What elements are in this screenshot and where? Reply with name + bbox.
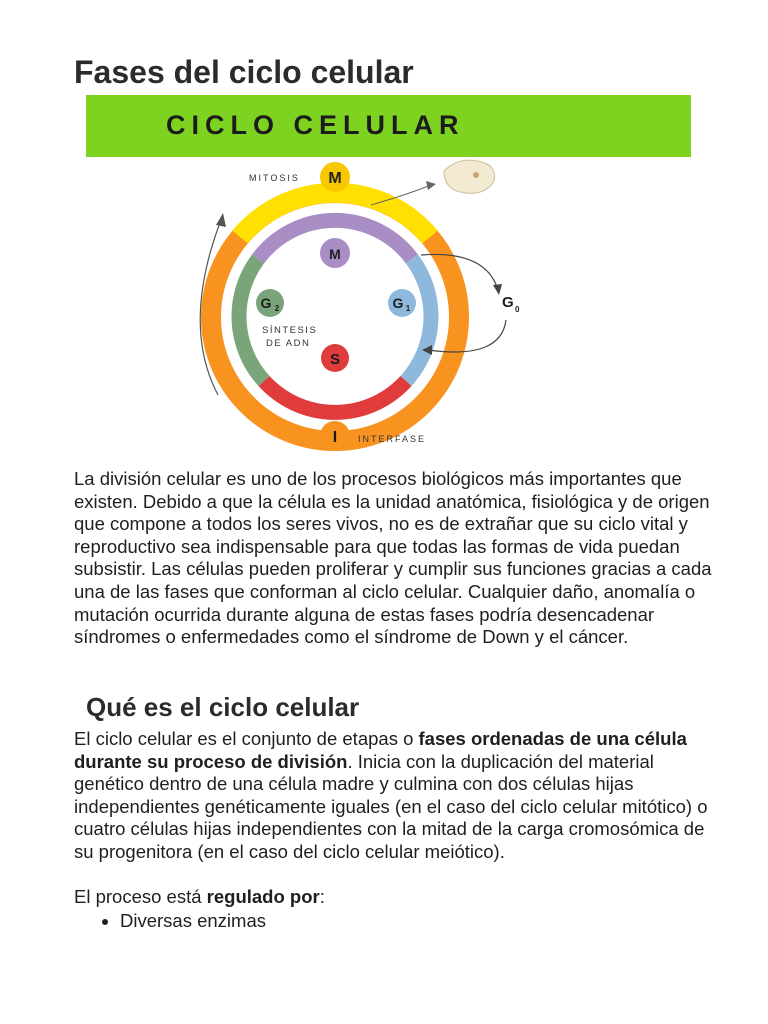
- s-letter: S: [329, 351, 341, 368]
- inner-arc-g1: [406, 259, 431, 381]
- left-cycle-arrow-head: [216, 213, 226, 227]
- g1-subscript: 1: [405, 304, 411, 313]
- arrow-to-cell-head: [426, 181, 436, 190]
- cell-cycle-svg: [86, 95, 691, 455]
- regulators-list: [98, 910, 266, 933]
- daughter-cell-icon: [444, 160, 495, 193]
- inner-arc-s: [264, 381, 406, 412]
- definition-text-end: . Inicia con la duplicación del material genético dentro de una célula madre y culmina con dos células hijas independientes genéticamente iguales (en el caso del ciclo celular mitótico) o cuatro células hijas independientes con la mitad de la carga cromosómica de su progenitora (en el caso del ciclo celular meiótico).: [74, 750, 708, 862]
- g1-letter: G: [392, 295, 404, 311]
- m-inner-letter: M: [329, 246, 341, 262]
- mitosis-label: MITOSIS: [249, 173, 300, 183]
- interfase-label: INTERFASE: [358, 434, 427, 444]
- banner-title: CICLO CELULAR: [166, 110, 465, 140]
- regulation-text-end: :: [319, 886, 325, 907]
- definition-paragraph: [74, 728, 714, 864]
- arrow-to-g0-head: [493, 284, 502, 295]
- page-title: Fases del ciclo celular: [74, 54, 414, 90]
- regulation-text-start: El proceso está: [74, 886, 207, 907]
- g2-letter: G: [260, 295, 272, 311]
- g2-subscript: 2: [274, 304, 280, 313]
- section-heading: Qué es el ciclo celular: [86, 692, 360, 722]
- definition-text-bold: fases ordenadas de una célula durante su proceso de división: [74, 728, 687, 772]
- regulation-text-bold: regulado por: [206, 886, 320, 907]
- sintesis-label-line1: SÍNTESIS: [262, 325, 318, 336]
- i-letter: I: [332, 429, 338, 446]
- m-outer-letter: M: [328, 170, 342, 187]
- intro-paragraph: La división celular es uno de los procesos biológicos más importantes que existen. Debido a que la célula es la unidad anatómica, fisiológica y de origen que compone a todos los seres vivos, no es de extrañar que su ciclo vital y reproductivo sea indispensable para que todas las formas de vida puedan subsistir. Las células pueden proliferar y cumplir sus funciones gracias a cada una de las fases que conforman al ciclo celular. Cualquier daño, anomalía o mutación ocurrida durante alguna de estas fases podría desencadenar síndromes o enfermedades como el síndrome de Down y el cáncer.: [74, 468, 712, 648]
- regulation-paragraph: [74, 886, 714, 909]
- cell-nucleus-icon: [473, 172, 479, 178]
- g0-subscript: 0: [515, 305, 520, 314]
- g0-letter: G: [502, 294, 514, 311]
- definition-text-start: El ciclo celular es el conjunto de etapas o: [74, 728, 419, 749]
- sintesis-label-line2: DE ADN: [266, 338, 311, 349]
- list-item: • Diversas enzimas: [120, 910, 266, 933]
- inner-arc-g2: [239, 259, 264, 381]
- cell-cycle-diagram: [86, 95, 691, 455]
